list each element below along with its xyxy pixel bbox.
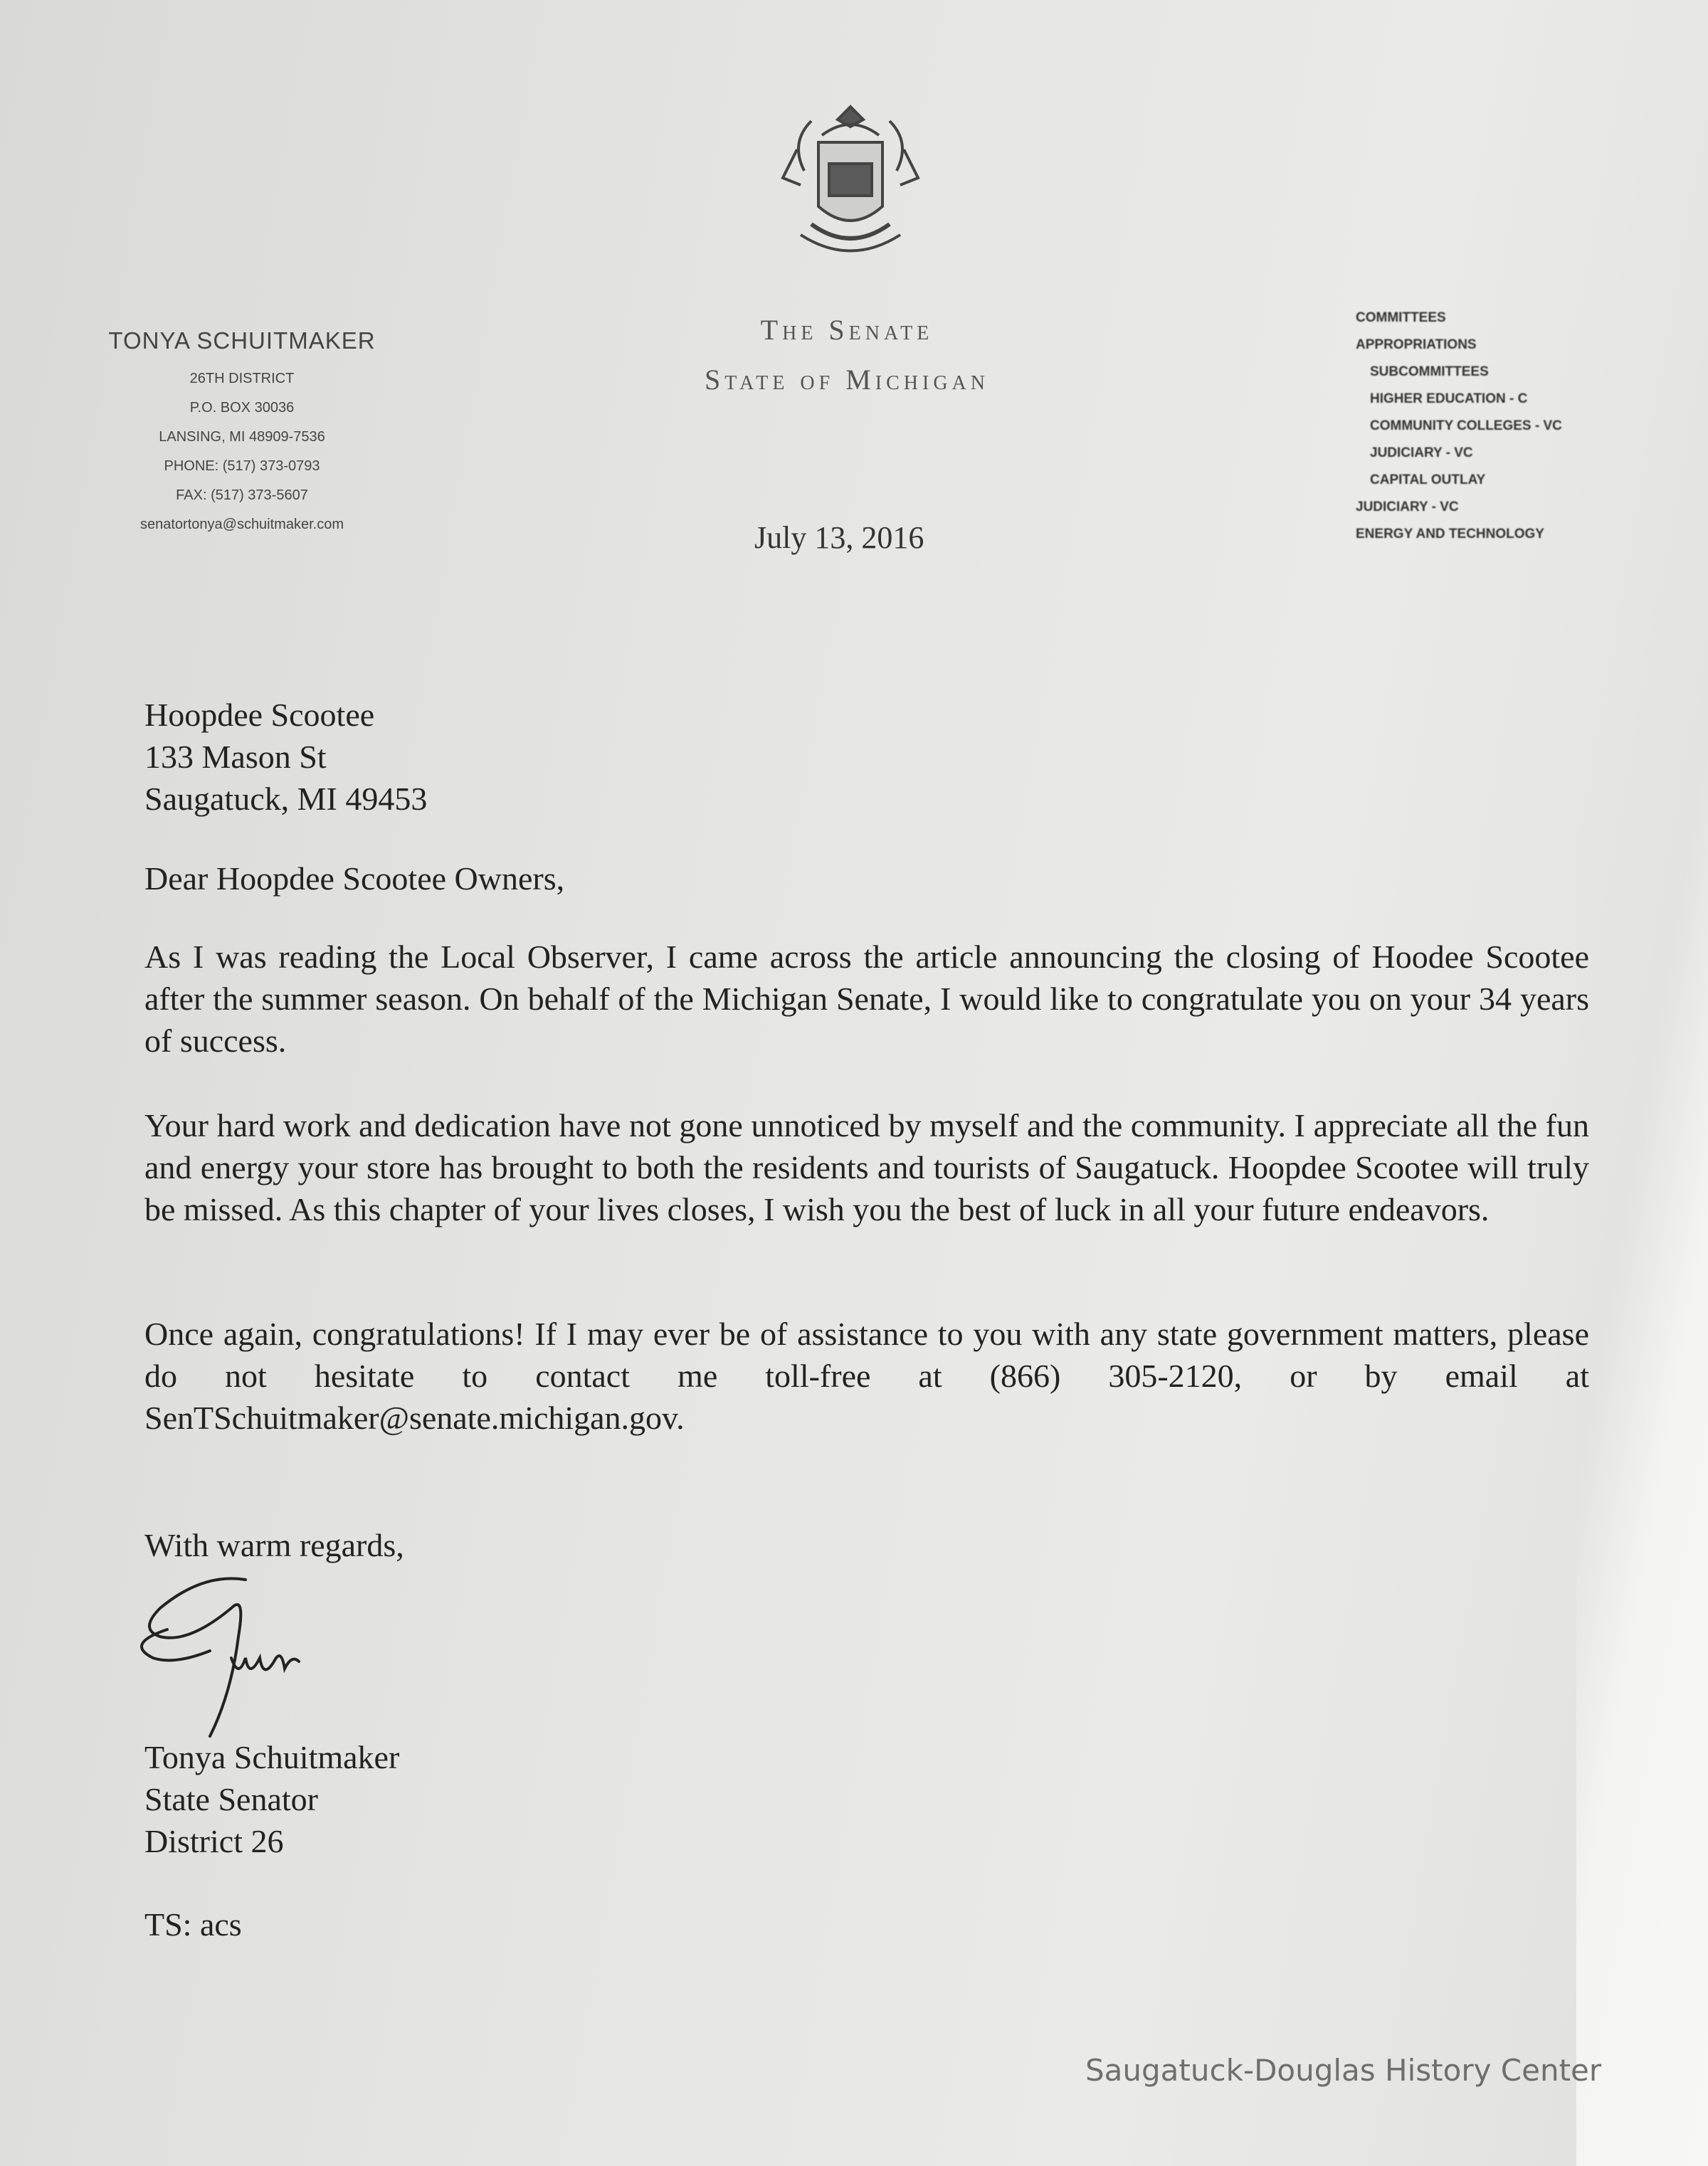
committee-list xyxy=(1356,305,1655,548)
sender-city: LANSING, MI 48909-7536 xyxy=(159,429,325,445)
sender-email: senatortonya@schuitmaker.com xyxy=(140,517,344,532)
committee-item: ENERGY AND TECHNOLOGY xyxy=(1356,527,1544,542)
committee-item: COMMITTEES xyxy=(1356,310,1446,325)
paragraph: Once again, congratulations! If I may ever be of assistance to you with any state government matters, please do not hesitate to contact me toll-free at (866) 305-2120, or by email at SenTSchuitmaker@senate.michigan.gov. xyxy=(144,1316,1589,1436)
paragraph: Your hard work and dedication have not gone unnoticed by myself and the community. I appreciate all the fun and energy your store has brought to both the residents and tourists of Saugatuck. Hoopdee Scootee will truly be missed. As this chapter of your lives closes, I wish you the best of luck in all your future endeavors. xyxy=(144,1107,1589,1227)
sender-letterhead xyxy=(93,327,391,539)
sender-fax: FAX: (517) 373-5607 xyxy=(176,487,308,503)
michigan-seal-icon xyxy=(769,93,932,278)
letter-date: July 13, 2016 xyxy=(754,520,924,555)
sender-name: TONYA SCHUITMAKER xyxy=(108,327,376,354)
committee-item: CAPITAL OUTLAY xyxy=(1370,472,1486,487)
signature-block xyxy=(144,1736,1596,1862)
recipient-address xyxy=(144,694,1596,820)
closing: With warm regards, xyxy=(144,1527,404,1563)
committee-item: HIGHER EDUCATION - C xyxy=(1370,391,1528,406)
committee-item: APPROPRIATIONS xyxy=(1356,337,1477,352)
sender-district: 26TH DISTRICT xyxy=(189,371,295,386)
recipient-name: Hoopdee Scootee xyxy=(144,697,375,733)
signer-name: Tonya Schuitmaker xyxy=(144,1739,400,1775)
recipient-city: Saugatuck, MI 49453 xyxy=(144,781,428,817)
committee-item: JUDICIARY - VC xyxy=(1356,500,1459,514)
salutation: Dear Hoopdee Scootee Owners, xyxy=(144,860,565,897)
committee-item: JUDICIARY - VC xyxy=(1370,445,1473,460)
committee-item: SUBCOMMITTEES xyxy=(1370,364,1489,379)
paragraph: As I was reading the Local Observer, I came across the article announcing the closing of Hoodee Scootee after the summer season. On behalf of the Michigan Senate, I would like to congratulate you on your 34 years of success. xyxy=(144,939,1589,1059)
sender-phone: PHONE: (517) 373-0793 xyxy=(164,458,320,474)
committee-item: COMMUNITY COLLEGES - VC xyxy=(1370,418,1562,433)
history-center-watermark: Saugatuck-Douglas History Center xyxy=(1085,2053,1602,2088)
state-heading: State of Michigan xyxy=(705,364,989,396)
signer-title: State Senator xyxy=(144,1781,318,1817)
signer-district: District 26 xyxy=(144,1823,284,1859)
recipient-street: 133 Mason St xyxy=(144,739,327,775)
typist-initials: TS: acs xyxy=(144,1906,242,1943)
senate-heading: The Senate xyxy=(760,314,934,346)
handwritten-signature xyxy=(125,1565,381,1758)
sender-po-box: P.O. BOX 30036 xyxy=(189,400,295,416)
